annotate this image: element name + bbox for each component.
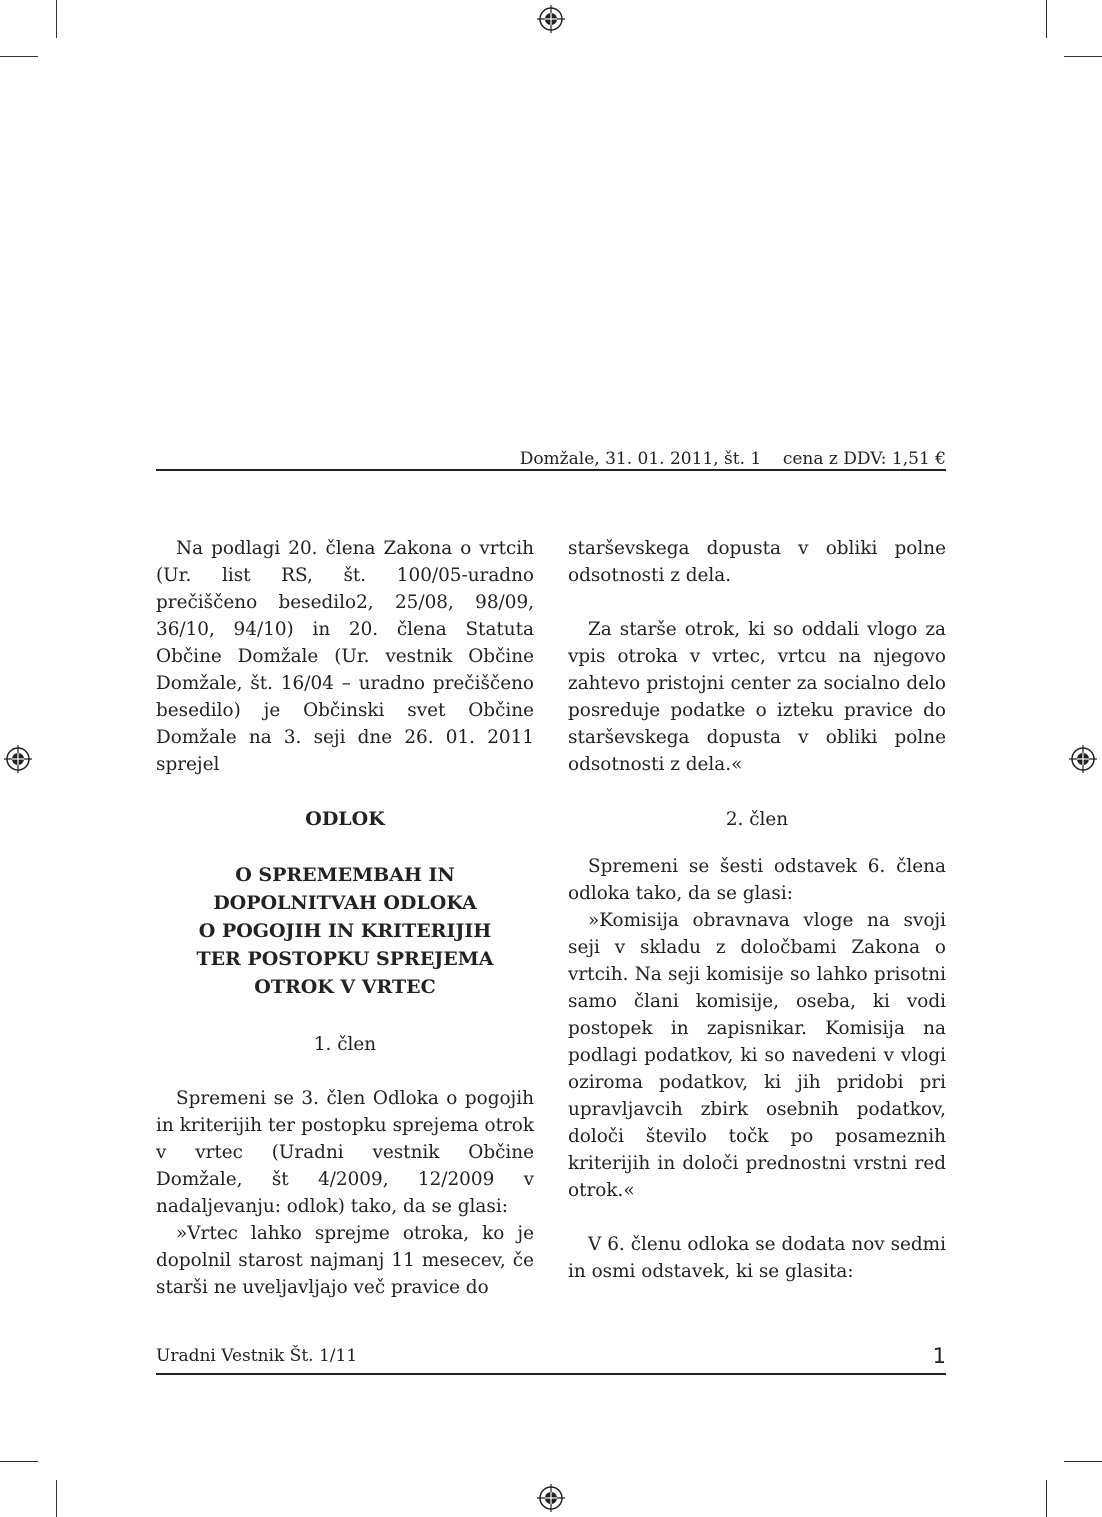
crop-mark <box>1064 1461 1102 1462</box>
parents-paragraph: Za starše otrok, ki so oddali vlogo za vpis otroka v vrtec, vrtcu na njegovo zahtevo pristojni center za socialno delo posreduje podatke o izteku pravice do starševskega dopusta v obliki polne odsotnosti z dela.« <box>568 619 946 775</box>
crop-mark <box>56 0 57 38</box>
continued-paragraph: starševskega dopusta v obliki polne odsotnosti z dela. <box>568 538 946 586</box>
title-line: TER POSTOPKU SPREJEMA <box>196 948 494 970</box>
crop-mark <box>1046 0 1047 38</box>
title-line: DOPOLNITVAH ODLOKA <box>213 892 477 914</box>
quoted-paragraph: »Vrtec lahko sprejme otroka, ko je dopolnil starost najmanj 11 mesecev, če starši ne uveljavljajo več pravice do <box>156 1223 534 1298</box>
page-number: 1 <box>932 1344 946 1368</box>
header-date-issue: Domžale, 31. 01. 2011, št. 1 <box>519 449 762 469</box>
header-price: cena z DDV: 1,51 € <box>782 449 946 469</box>
crop-mark <box>0 1461 38 1462</box>
crop-mark <box>56 1480 57 1517</box>
ordinance-title <box>156 861 534 1001</box>
title-line: O SPREMEMBAH IN <box>235 864 455 886</box>
crop-mark <box>1046 1480 1047 1517</box>
registration-mark-icon <box>1069 745 1097 773</box>
title-line: O POGOJIH IN KRITERIJIH <box>198 920 492 942</box>
intro-paragraph: Na podlagi 20. člena Zakona o vrtcih (Ur. list RS, št. 100/05-uradno prečiščeno besedilo2, 25/08, 98/09, 36/10, 94/10) in 20. člena Statuta Občine Domžale (Ur. vestnik Občine Domžale, št. 16/04 – uradno prečiščeno besedilo) je Občinski svet Občine Domžale na 3. seji dne 26. 01. 2011 sprejel <box>156 538 534 775</box>
right-column <box>568 535 946 1285</box>
title-line: OTROK V VRTEC <box>254 976 436 998</box>
commission-paragraph: »Komisija obravnava vloge na svoji seji v skladu z določbami Zakona o vrtcih. Na seji komisije so lahko prisotni samo člani komisije, oseba, ki vodi postopek in zapisnikar. Komisija na podlagi podatkov, ki so navedeni v vlogi oziroma podatkov, ki jih pridobi pri upravljavcih zbirk osebnih podatkov, določi število točk po posameznih kriterijih in določi prednostni vrstni red otrok.« <box>568 910 946 1201</box>
registration-mark-icon <box>4 745 32 773</box>
footer-rule <box>156 1373 946 1375</box>
crop-mark <box>0 56 38 57</box>
ordinance-heading: ODLOK <box>305 808 385 830</box>
addition-paragraph: V 6. členu odloka se dodata nov sedmi in osmi odstavek, ki se glasita: <box>568 1234 946 1282</box>
article-1-heading: 1. člen <box>313 1034 377 1055</box>
article-2-heading: 2. člen <box>725 809 789 830</box>
footer-publication: Uradni Vestnik Št. 1/11 <box>156 1346 358 1366</box>
running-header <box>156 449 946 469</box>
registration-mark-icon <box>537 1484 565 1512</box>
article-1-paragraph: Spremeni se 3. člen Odloka o pogojih in kriterijih ter postopku sprejema otrok v vrtec (Uradni vestnik Občine Domžale, št 4/2009, 12/2009 v nadaljevanju: odlok) tako, da se glasi: <box>156 1088 534 1217</box>
header-rule <box>156 469 946 471</box>
crop-mark <box>1064 56 1102 57</box>
registration-mark-icon <box>537 5 565 33</box>
article-2-paragraph: Spremeni se šesti odstavek 6. člena odloka tako, da se glasi: <box>568 856 946 904</box>
left-column <box>156 535 534 1301</box>
